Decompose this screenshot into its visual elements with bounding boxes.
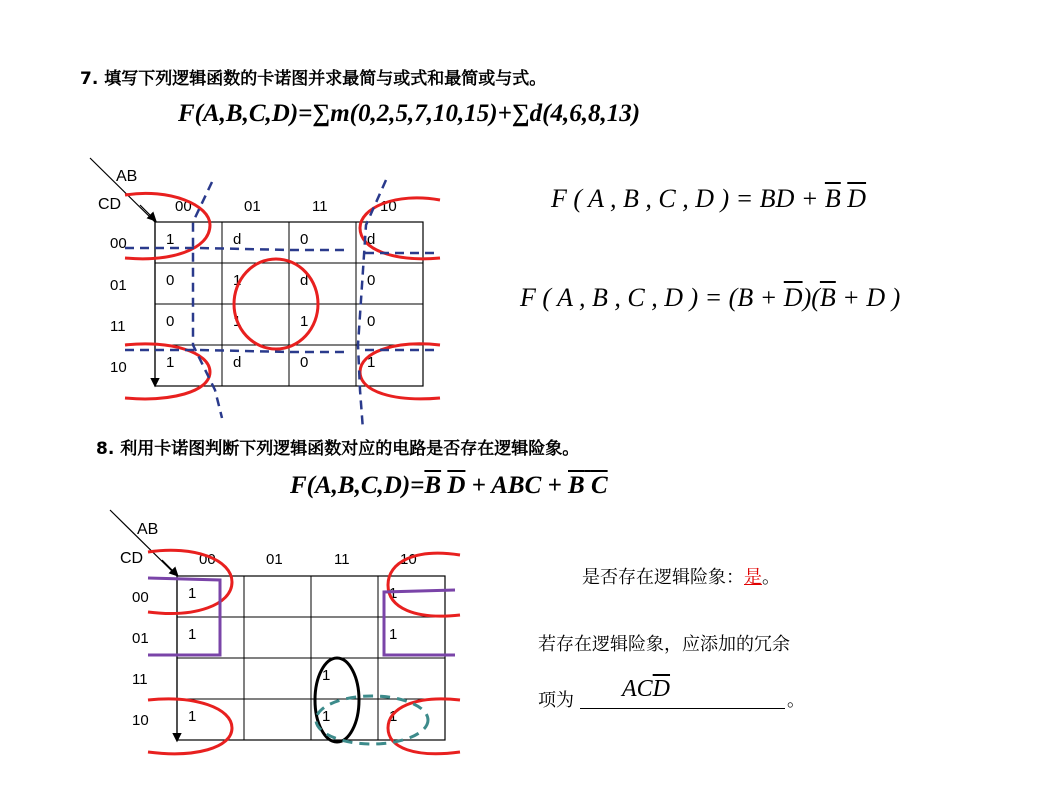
q8-cell-3-3: 1 <box>389 708 398 725</box>
q8-loop-corner-top-right <box>388 553 460 616</box>
q7-formula-plus: + <box>497 100 512 127</box>
q8-cell-3-0: 1 <box>188 708 197 725</box>
q7-cell-2-3: 0 <box>367 313 376 330</box>
q8-col-label-3: 10 <box>400 551 417 568</box>
q7-dashed-row-bottom <box>125 350 345 352</box>
q8-cell-2-2: 1 <box>322 667 331 684</box>
q7-loop-corner-bottom-left <box>125 344 210 399</box>
q7-cell-1-2: d <box>300 272 309 289</box>
q7-pos-dbar: $\overline{D}$ <box>783 283 803 312</box>
q7-cell-3-0: 1 <box>166 354 175 371</box>
q8-col-label-2: 11 <box>334 551 350 568</box>
q8-term-ac: AC <box>622 676 653 702</box>
q7-cd-arrow <box>140 205 155 220</box>
q8-col-label-1: 01 <box>266 551 283 568</box>
q7-cell-0-3: d <box>367 231 376 248</box>
q8-redundant-question: 若存在逻辑险象，应添加的冗余 <box>538 634 790 655</box>
q7-formula-lhs: F(A,B,C,D)= <box>178 100 313 127</box>
q7-loop-corner-top-left <box>125 193 210 258</box>
q8-hazard-end: 。 <box>762 567 780 588</box>
q8-term-dbar: $\overline{D}$ <box>652 676 671 702</box>
q8-cell-1-0: 1 <box>188 626 197 643</box>
q7-row-label-3: 10 <box>110 359 127 376</box>
q8-formula-dbar: $\overline{D}$ <box>447 472 466 499</box>
q7-kmap <box>90 158 440 430</box>
q8-item-prefix: 项为 <box>538 690 574 711</box>
q8-kmap <box>110 510 460 754</box>
q7-row-label-1: 01 <box>110 277 127 294</box>
q8-formula-mid: + ABC + <box>471 472 562 499</box>
q7-cell-2-0: 0 <box>166 313 175 330</box>
q8-cell-0-0: 1 <box>188 585 197 602</box>
q7-sop-dbar: $\overline{D}$ <box>847 184 867 213</box>
q8-title: 8. 利用卡诺图判断下列逻辑函数对应的电路是否存在逻辑险象。 <box>96 439 580 459</box>
q7-sop-bbar: $\overline{B}$ <box>824 184 841 213</box>
q7-cell-0-2: 0 <box>300 231 309 248</box>
q8-hazard-label: 是否存在逻辑险象： <box>582 567 744 588</box>
q7-formula-sum1: ∑m(0,2,5,7,10,15) <box>312 100 498 127</box>
q7-cell-0-1: d <box>233 231 242 248</box>
q7-loop-corner-top-right <box>360 198 440 259</box>
q7-cell-3-1: d <box>233 354 242 371</box>
q7-col-label-3: 10 <box>380 198 397 215</box>
q7-formula-sum2: ∑d(4,6,8,13) <box>511 100 641 127</box>
q7-cell-2-1: 1 <box>233 313 242 330</box>
q8-formula-b2: B <box>568 472 585 499</box>
q7-cell-1-0: 0 <box>166 272 175 289</box>
q7-loop-corner-bottom-right <box>360 344 440 399</box>
q7-col-label-0: 00 <box>175 198 192 215</box>
q7-row-label-0: 00 <box>110 235 127 252</box>
q8-row-label-0: 00 <box>132 589 149 606</box>
q7-cell-1-3: 0 <box>367 272 376 289</box>
q7-dashed-row-top <box>125 248 345 250</box>
q7-sop-lhs: F ( A , B , C , D ) = BD + <box>551 184 825 213</box>
q7-pos-lhs: F ( A , B , C , D ) = (B + <box>520 283 784 312</box>
q7-cell-2-2: 1 <box>300 313 309 330</box>
q7-cell-3-2: 0 <box>300 354 309 371</box>
q7-col-label-2: 11 <box>312 198 328 215</box>
q8-cell-1-3: 1 <box>389 626 398 643</box>
q7-ab-label: AB <box>116 168 138 185</box>
q7-cell-0-0: 1 <box>166 231 175 248</box>
q8-cell-0-3: 1 <box>389 585 398 602</box>
q8-formula-bbar: $\overline{B}$ <box>424 472 442 499</box>
q7-pos-mid: )( <box>802 283 820 312</box>
q8-formula-c2: C <box>590 472 608 499</box>
q8-hazard-answer: 是 <box>744 567 762 588</box>
q8-loop-corner-bottom-right <box>388 699 460 754</box>
q7-cell-3-3: 1 <box>367 354 376 371</box>
q8-formula-lhs: F(A,B,C,D)= <box>290 472 425 499</box>
q7-row-label-2: 11 <box>110 318 126 335</box>
q7-cd-label: CD <box>98 196 122 213</box>
q8-cd-arrow <box>162 560 177 575</box>
q8-row-label-3: 10 <box>132 712 149 729</box>
q8-col-label-0: 00 <box>199 551 216 568</box>
q7-col-label-1: 01 <box>244 198 261 215</box>
q7-cell-1-1: 1 <box>233 272 242 289</box>
q7-title: 7. 填写下列逻辑函数的卡诺图并求最简与或式和最简或与式。 <box>80 69 547 89</box>
q8-row-label-2: 11 <box>132 671 148 688</box>
q8-row-label-1: 01 <box>132 630 149 647</box>
q7-pos-end: + D ) <box>835 283 901 312</box>
q7-pos-bbar: $\overline{B}$ <box>819 283 836 312</box>
q8-cell-3-2: 1 <box>322 708 331 725</box>
q8-item-end: 。 <box>787 690 805 711</box>
q8-ab-label: AB <box>137 521 159 538</box>
q8-cd-label: CD <box>120 550 144 567</box>
